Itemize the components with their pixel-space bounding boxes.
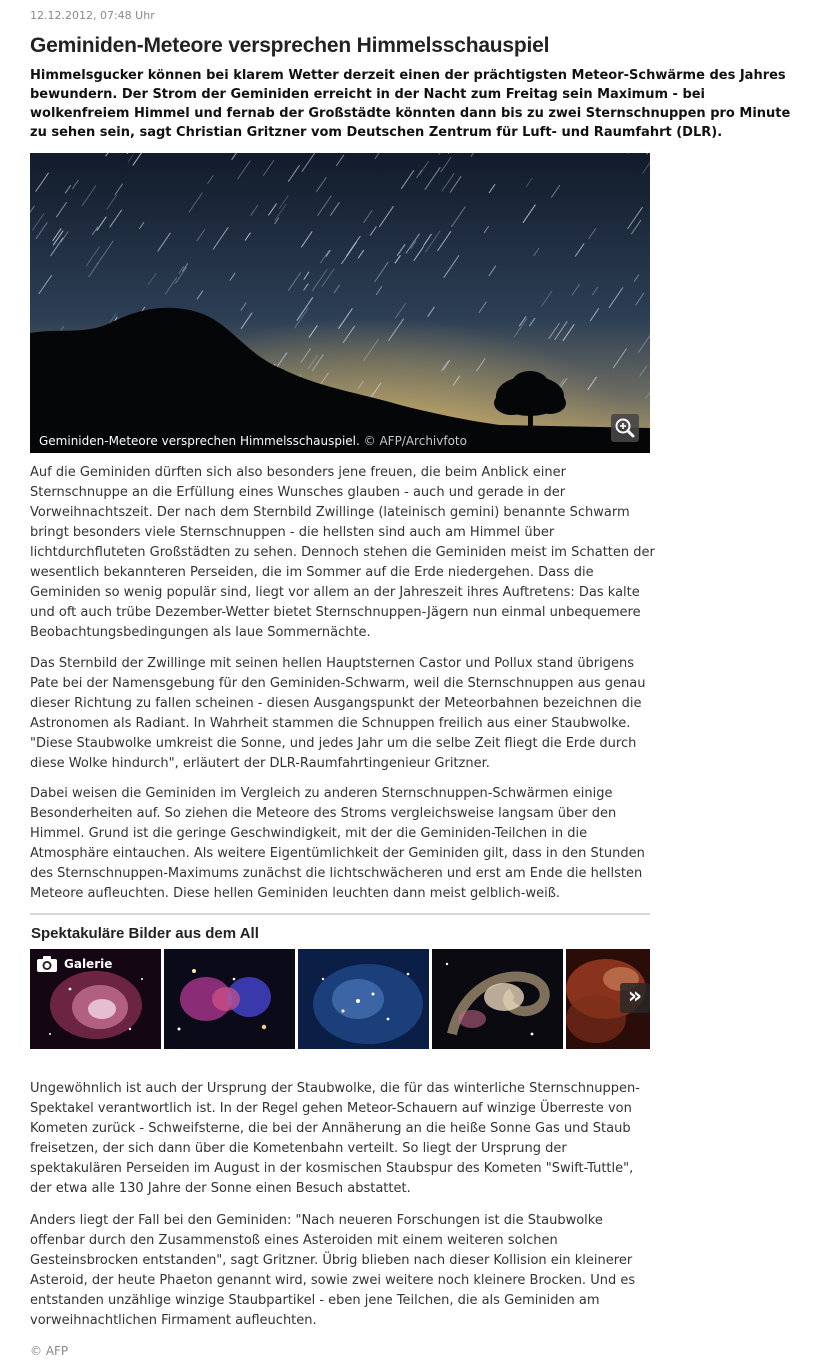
gallery-title[interactable]: Spektakuläre Bilder aus dem All — [31, 925, 259, 942]
article-lead: Himmelsgucker können bei klarem Wetter derzeit einen der prächtigsten Meteor-Schwärme des Jahres bewundern. Der Strom der Geminiden erreicht in der Nacht zum Freitag sein Maximum - bei wolkenfreiem Himmel und fernab der Großstädte könnten dann bis zu zwei Sternschnuppen pro Minute zu sehen sein, sagt Christian Gritzner vom Deutschen Zentrum für Luft- und Raumfahrt (DLR). — [30, 68, 791, 140]
caption-text: Geminiden-Meteore versprechen Himmelsschauspiel. — [39, 434, 360, 448]
image-caption — [39, 434, 467, 448]
gallery-thumb-4[interactable] — [432, 949, 563, 1049]
paragraph-4: Ungewöhnlich ist auch der Ursprung der Staubwolke, die für das winterliche Sternschnuppen-Spektakel verantwortlich ist. In der Regel gehen Meteor-Schauern auf winzige Überreste von Kometen zurück - Schweifsterne, die bei der Annäherung an die heiße Sonne Gas und Staub freisetzen, der sich dann über die Kometenbahn verteilt. So liegt der Ursprung der spektakulären Perseiden im August in der kosmischen Staubspur des Kometen "Swift-Tuttle", der etwa alle 130 Jahre der Sonne einen Besuch abstattet. — [30, 1081, 640, 1196]
double-chevron-right-icon[interactable]: » — [620, 983, 650, 1013]
gallery-divider — [30, 913, 650, 915]
caption-credit: © AFP/Archivfoto — [363, 434, 467, 448]
paragraph-2: Das Sternbild der Zwillinge mit seinen hellen Hauptsternen Castor und Pollux stand übrigens Pate bei der Namensgebung für den Geminiden-Schwarm, weil die Sternschnuppen aus genau dieser Richtung zu fallen scheinen - diesen Ausgangspunkt der Meteorbahnen bezeichnen die Astronomen als Radiant. In Wahrheit stammen die Schnuppen freilich aus einer Staubwolke. "Diese Staubwolke umkreist die Sonne, und jedes Jahr um die selbe Zeit fliegt die Erde durch diese Wolke hindurch", erläutert der DLR-Raumfahrtingenieur Gritzner. — [30, 656, 646, 771]
paragraph-3: Dabei weisen die Geminiden im Vergleich zu anderen Sternschnuppen-Schwärmen einige Besonderheiten auf. So ziehen die Meteore des Stroms vergleichsweise langsam über den Himmel. Grund ist die geringe Geschwindigkeit, mit der die Geminiden-Teilchen in die Atmosphäre eintauchen. Als weitere Eigentümlichkeit der Geminiden gilt, dass in den Stunden des Sternschnuppen-Maximums zunächst die lichtschwächeren und erst am Ende die hellsten Meteore aufleuchten. Diese hellen Geminiden leuchten dann meist gelblich-weiß. — [30, 786, 645, 901]
gallery-thumb-1[interactable] — [30, 949, 161, 1049]
gallery-badge-label: Galerie — [64, 957, 113, 971]
camera-icon — [36, 955, 58, 973]
paragraph-1: Auf die Geminiden dürften sich also besonders jene freuen, die beim Anblick einer Sternschnuppe an die Erfüllung eines Wunsches glauben - auch und gerade in der Vorweihnachtszeit. Der nach dem Sternbild Zwillinge (lateinisch gemini) benannte Schwarm bringt besonders viele Sternschnuppen - die hellsten sind auch am Himmel über lichtdurchfluteten Großstädten zu sehen. Dennoch stehen die Geminiden meist im Schatten der wesentlich bekannteren Perseiden, die im Sommer auf die Erde niedergehen. Dass die Geminiden so wenig populär sind, liegt vor allem an der Jahreszeit ihres Auftretens: Das kalte und oft auch trübe Dezember-Wetter bietet Sternschnuppen-Jägern nun einmal unbequemere Beobachtungsbedingungen als laue Sommernächte. — [30, 465, 655, 640]
gallery-thumb-2[interactable] — [164, 949, 295, 1049]
article-title: Geminiden-Meteore versprechen Himmelsschauspiel — [30, 34, 550, 57]
night-sky-photo — [30, 153, 650, 453]
zoom-icon[interactable] — [611, 414, 639, 442]
gallery-thumb-3[interactable] — [298, 949, 429, 1049]
copyright: © AFP — [30, 1344, 69, 1358]
image-gallery[interactable] — [30, 949, 650, 1049]
article-date: 12.12.2012, 07:48 Uhr — [30, 9, 155, 22]
paragraph-5: Anders liegt der Fall bei den Geminiden: "Nach neueren Forschungen ist die Staubwolke offenbar durch den Zusammenstoß eines Asteroiden mit einem weiteren solchen Gesteinsbrocken entstanden", sagt Gritzner. Übrig blieben nach dieser Kollision ein kleinerer Asteroid, der heute Phaeton genannt wird, sowie zwei weitere noch kleinere Brocken. Und es entstanden unzählige winzige Staubpartikel - eben jene Teilchen, die als Geminiden am vorweihnachtlichen Firmament aufleuchten. — [30, 1213, 636, 1328]
hero-image[interactable] — [30, 153, 650, 453]
gallery-badge[interactable] — [36, 955, 112, 973]
